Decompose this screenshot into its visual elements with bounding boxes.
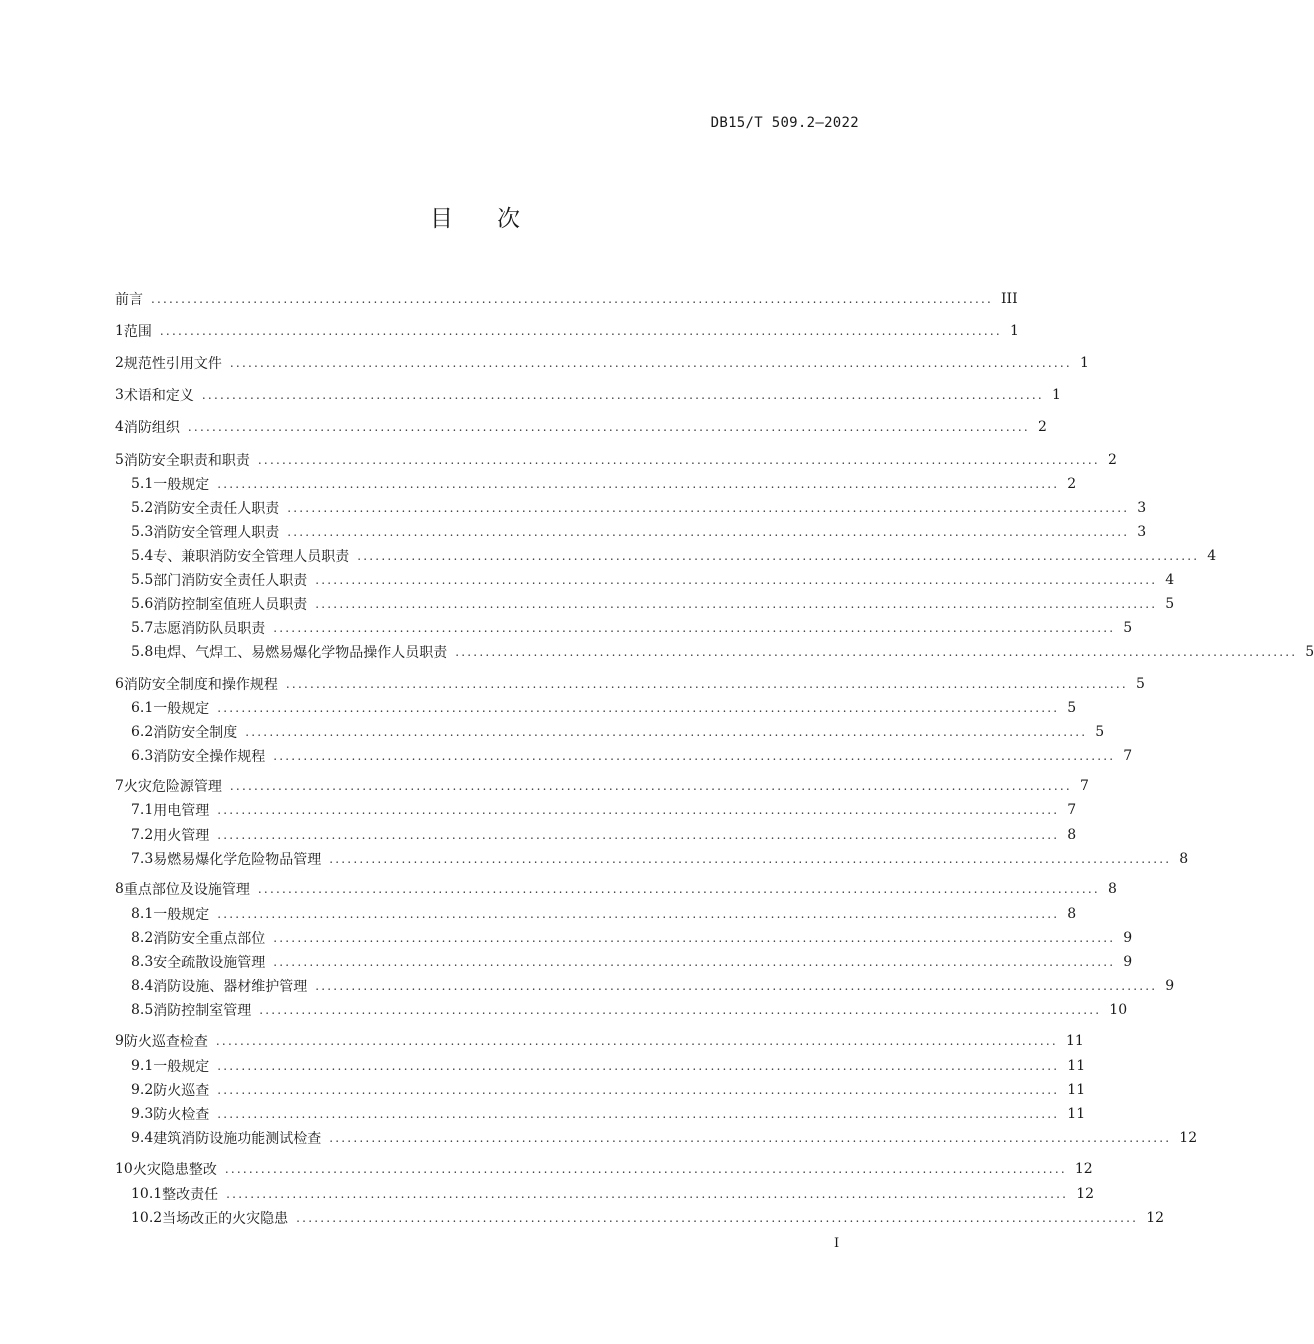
toc-leader-dots: ............................................................................................................................................ xyxy=(287,501,1130,515)
toc-entry-page: 2 xyxy=(1067,476,1077,492)
toc-leader-dots: ............................................................................................................................................ xyxy=(245,725,1088,739)
toc-entry-page: 12 xyxy=(1074,1161,1093,1177)
toc-entry-number: 10.2 xyxy=(131,1210,163,1226)
toc-title xyxy=(0,200,950,233)
toc-entry-number: 8.2 xyxy=(131,930,154,946)
toc-entry[interactable] xyxy=(0,1031,1084,1051)
toc-leader-dots: ............................................................................................................................................ xyxy=(273,931,1116,945)
toc-entry-title: 部门消防安全责任人职责 xyxy=(153,573,308,589)
toc-entry-number: 4 xyxy=(115,419,124,435)
toc-leader-dots: ............................................................................................................................................ xyxy=(224,1162,1067,1176)
toc-entry-title: 消防控制室管理 xyxy=(153,1003,252,1019)
toc-entry-title: 用火管理 xyxy=(153,828,210,844)
toc-entry-number: 5.1 xyxy=(131,476,154,492)
toc-leader-dots: ............................................................................................................................................ xyxy=(257,882,1100,896)
toc-leader-dots: ............................................................................................................................................ xyxy=(259,1003,1102,1017)
toc-entry-title: 专、兼职消防安全管理人员职责 xyxy=(153,549,350,565)
toc-leader-dots: ............................................................................................................................................ xyxy=(273,749,1116,763)
toc-entry-title: 消防安全操作规程 xyxy=(153,749,266,765)
toc-entry-page: 5 xyxy=(1067,700,1077,716)
toc-entry-page: 4 xyxy=(1207,548,1217,564)
toc-entry-number: 8.5 xyxy=(131,1002,154,1018)
toc-leader-dots: ............................................................................................................................................ xyxy=(217,477,1060,491)
toc-entry-number: 10.1 xyxy=(131,1186,163,1202)
toc-entry-page: 10 xyxy=(1109,1002,1128,1018)
toc-entry-title: 消防组织 xyxy=(123,420,180,436)
toc-entry-page: 1 xyxy=(1051,387,1061,403)
toc-entry-title: 安全疏散设施管理 xyxy=(153,955,266,971)
toc-entry-page: 12 xyxy=(1179,1130,1198,1146)
toc-entry[interactable] xyxy=(0,928,1133,948)
toc-entry-page: 4 xyxy=(1165,572,1175,588)
toc-entry-page: 11 xyxy=(1067,1082,1086,1098)
toc-entry-number: 9 xyxy=(115,1033,124,1049)
toc-entry-number: 8.1 xyxy=(131,906,154,922)
toc-entry-title: 消防设施、器材维护管理 xyxy=(153,979,308,995)
toc-entry[interactable] xyxy=(0,1208,1165,1228)
toc-leader-dots: ............................................................................................................................................ xyxy=(226,1187,1069,1201)
toc-entry-title: 用电管理 xyxy=(153,803,210,819)
toc-leader-dots: ............................................................................................................................................ xyxy=(287,525,1130,539)
toc-entry-title: 火灾隐患整改 xyxy=(132,1162,217,1178)
toc-entry[interactable] xyxy=(0,417,1065,437)
toc-entry[interactable] xyxy=(0,1184,1095,1204)
toc-leader-dots: ............................................................................................................................................ xyxy=(257,453,1100,467)
toc-entry-page: 8 xyxy=(1067,906,1077,922)
toc-entry[interactable] xyxy=(0,976,1175,996)
toc-entry[interactable] xyxy=(0,698,1081,718)
toc-title-char-2: 次 xyxy=(497,206,520,232)
toc-leader-dots: ............................................................................................................................................ xyxy=(329,1131,1172,1145)
toc-entry[interactable] xyxy=(0,904,1081,924)
toc-entry[interactable] xyxy=(0,1128,1198,1148)
toc-entry-title: 建筑消防设施功能测试检查 xyxy=(153,1131,322,1147)
toc-entry-page: 11 xyxy=(1067,1106,1086,1122)
toc-entry-number: 8.4 xyxy=(131,978,154,994)
toc-leader-dots: ............................................................................................................................................ xyxy=(329,852,1172,866)
toc-entry[interactable] xyxy=(0,594,1175,614)
toc-entry[interactable] xyxy=(0,353,1089,373)
toc-entry-page: 12 xyxy=(1146,1210,1165,1226)
toc-entry-title: 当场改正的火灾隐患 xyxy=(162,1211,289,1227)
toc-leader-dots: ............................................................................................................................................ xyxy=(159,324,1002,338)
toc-entry-title: 前言 xyxy=(115,292,143,308)
toc-entry-page: 11 xyxy=(1067,1058,1086,1074)
toc-entry-number: 5.4 xyxy=(131,548,154,564)
toc-entry-page: 9 xyxy=(1123,930,1133,946)
toc-entry[interactable] xyxy=(0,1104,1086,1124)
toc-entry-number: 5.5 xyxy=(131,572,154,588)
toc-leader-dots: ............................................................................................................................................ xyxy=(229,779,1072,793)
toc-entry-title: 规范性引用文件 xyxy=(123,356,222,372)
toc-leader-dots: ............................................................................................................................................ xyxy=(315,979,1158,993)
toc-entry-number: 8 xyxy=(115,881,124,897)
toc-entry-number: 2 xyxy=(115,355,124,371)
toc-entry-page: 1 xyxy=(1009,323,1019,339)
toc-entry-page: 8 xyxy=(1179,851,1189,867)
toc-entry-number: 7 xyxy=(115,778,124,794)
toc-entry-number: 6.3 xyxy=(131,748,154,764)
toc-entry[interactable] xyxy=(0,746,1133,766)
toc-entry-page: 5 xyxy=(1095,724,1105,740)
toc-entry-number: 7.3 xyxy=(131,851,154,867)
toc-entry-number: 9.4 xyxy=(131,1130,154,1146)
toc-entry[interactable] xyxy=(0,289,1065,309)
toc-entry-title: 易燃易爆化学危险物品管理 xyxy=(153,852,322,868)
toc-entry-title: 整改责任 xyxy=(162,1187,219,1203)
toc-entry[interactable] xyxy=(0,498,1147,518)
toc-entry-title: 防火巡查检查 xyxy=(123,1034,208,1050)
toc-entry-page: 7 xyxy=(1123,748,1133,764)
toc-entry[interactable] xyxy=(0,800,1081,820)
toc-entry-number: 9.1 xyxy=(131,1058,154,1074)
toc-entry[interactable] xyxy=(0,952,1133,972)
toc-entry-page: 8 xyxy=(1067,827,1077,843)
toc-entry-title: 电焊、气焊工、易燃易爆化学物品操作人员职责 xyxy=(153,645,448,661)
toc-entry[interactable] xyxy=(0,474,1081,494)
toc-entry-page: 3 xyxy=(1137,500,1147,516)
toc-entry-number: 5.6 xyxy=(131,596,154,612)
toc-entry-title: 消防安全责任人职责 xyxy=(153,501,280,517)
toc-entry-number: 5.7 xyxy=(131,620,154,636)
toc-entry[interactable] xyxy=(0,1080,1086,1100)
toc-entry[interactable] xyxy=(0,570,1175,590)
toc-entry[interactable] xyxy=(0,879,1117,899)
toc-leader-dots: ............................................................................................................................................ xyxy=(273,621,1116,635)
toc-entry-page: 11 xyxy=(1065,1033,1084,1049)
toc-entry[interactable] xyxy=(0,674,1145,694)
document-code: DB15/T 509.2—2022 xyxy=(710,115,859,131)
toc-entry-number: 7.2 xyxy=(131,827,154,843)
toc-entry-title: 消防安全重点部位 xyxy=(153,931,266,947)
toc-leader-dots: ............................................................................................................................................ xyxy=(201,388,1044,402)
toc-entry-title: 术语和定义 xyxy=(123,388,194,404)
toc-entry-number: 8.3 xyxy=(131,954,154,970)
toc-entry-page: 7 xyxy=(1079,778,1089,794)
toc-entry-title: 范围 xyxy=(123,324,152,340)
toc-entry-title: 防火检查 xyxy=(153,1107,210,1123)
toc-entry[interactable] xyxy=(0,722,1105,742)
toc-entry-number: 9.3 xyxy=(131,1106,154,1122)
toc-entry-number: 7.1 xyxy=(131,802,154,818)
toc-entry-number: 5.8 xyxy=(131,644,154,660)
toc-entry[interactable] xyxy=(0,776,1089,796)
toc-entry[interactable] xyxy=(0,825,1081,845)
toc-leader-dots: ............................................................................................................................................ xyxy=(455,645,1298,659)
toc-entry-number: 6.1 xyxy=(131,700,154,716)
toc-entry[interactable] xyxy=(0,321,1065,341)
toc-entry-number: 3 xyxy=(115,387,124,403)
toc-entry-number: 6 xyxy=(115,676,124,692)
toc-entry-page: 7 xyxy=(1067,802,1077,818)
toc-leader-dots: ............................................................................................................................................ xyxy=(229,356,1072,370)
toc-entry[interactable] xyxy=(0,1159,1093,1179)
toc-entry-number: 6.2 xyxy=(131,724,154,740)
toc-leader-dots: ............................................................................................................................................ xyxy=(217,1059,1060,1073)
toc-leader-dots: ............................................................................................................................................ xyxy=(296,1211,1139,1225)
toc-leader-dots: ............................................................................................................................................ xyxy=(215,1034,1058,1048)
toc-entry-title: 志愿消防队员职责 xyxy=(153,621,266,637)
toc-entry-title: 消防安全管理人职责 xyxy=(153,525,280,541)
toc-leader-dots: ............................................................................................................................................ xyxy=(315,573,1158,587)
toc-leader-dots: ............................................................................................................................................ xyxy=(217,907,1060,921)
toc-leader-dots: ............................................................................................................................................ xyxy=(187,420,1030,434)
toc-entry-title: 消防安全制度 xyxy=(153,725,238,741)
toc-entry-number: 5 xyxy=(115,452,124,468)
toc-entry[interactable] xyxy=(0,1000,1128,1020)
toc-entry[interactable] xyxy=(0,642,1314,662)
toc-entry[interactable] xyxy=(0,546,1217,566)
toc-entry-title: 防火巡查 xyxy=(153,1083,210,1099)
toc-leader-dots: ............................................................................................................................................ xyxy=(273,955,1116,969)
toc-entry-title: 重点部位及设施管理 xyxy=(123,882,250,898)
toc-entry-title: 一般规定 xyxy=(153,1059,210,1075)
toc-entry[interactable] xyxy=(0,849,1189,869)
toc-entry-page: 5 xyxy=(1165,596,1175,612)
toc-title-char-1: 目 xyxy=(430,206,453,232)
toc-entry[interactable] xyxy=(0,618,1133,638)
toc-leader-dots: ............................................................................................................................................ xyxy=(285,677,1128,691)
toc-entry-page: 1 xyxy=(1079,355,1089,371)
page-number: I xyxy=(834,1236,840,1251)
toc-leader-dots: ............................................................................................................................................ xyxy=(217,828,1060,842)
toc-entry-page: 3 xyxy=(1137,524,1147,540)
toc-entry-page: 12 xyxy=(1076,1186,1095,1202)
toc-entry-number: 5.2 xyxy=(131,500,154,516)
toc-leader-dots: ............................................................................................................................................ xyxy=(151,292,994,306)
toc-entry-page: 8 xyxy=(1107,881,1117,897)
toc-leader-dots: ............................................................................................................................................ xyxy=(357,549,1200,563)
toc-entry-page: 9 xyxy=(1123,954,1133,970)
toc-entry[interactable] xyxy=(0,450,1117,470)
toc-entry-page: 5 xyxy=(1305,644,1314,660)
toc-entry-page: 2 xyxy=(1107,452,1117,468)
toc-entry-number: 9.2 xyxy=(131,1082,154,1098)
toc-entry-number: 1 xyxy=(115,323,124,339)
toc-entry[interactable] xyxy=(0,522,1147,542)
toc-entry-page: 5 xyxy=(1123,620,1133,636)
toc-entry[interactable] xyxy=(0,385,1065,405)
toc-entry-title: 消防安全制度和操作规程 xyxy=(123,677,278,693)
toc-leader-dots: ............................................................................................................................................ xyxy=(217,1107,1060,1121)
toc-leader-dots: ............................................................................................................................................ xyxy=(217,803,1060,817)
toc-entry[interactable] xyxy=(0,1056,1086,1076)
toc-entry-page: III xyxy=(1001,291,1018,307)
toc-entry-title: 一般规定 xyxy=(153,907,210,923)
toc-leader-dots: ............................................................................................................................................ xyxy=(217,701,1060,715)
toc-entry-title: 消防控制室值班人员职责 xyxy=(153,597,308,613)
toc-entry-number: 5.3 xyxy=(131,524,154,540)
toc-entry-title: 火灾危险源管理 xyxy=(123,779,222,795)
toc-leader-dots: ............................................................................................................................................ xyxy=(315,597,1158,611)
toc-entry-number: 10 xyxy=(115,1161,133,1177)
toc-entry-page: 5 xyxy=(1135,676,1145,692)
toc-entry-title: 一般规定 xyxy=(153,701,210,717)
toc-entry-page: 2 xyxy=(1037,419,1047,435)
toc-entry-page: 9 xyxy=(1165,978,1175,994)
toc-leader-dots: ............................................................................................................................................ xyxy=(217,1083,1060,1097)
toc-entry-title: 消防安全职责和职责 xyxy=(123,453,250,469)
toc-entry-title: 一般规定 xyxy=(153,477,210,493)
